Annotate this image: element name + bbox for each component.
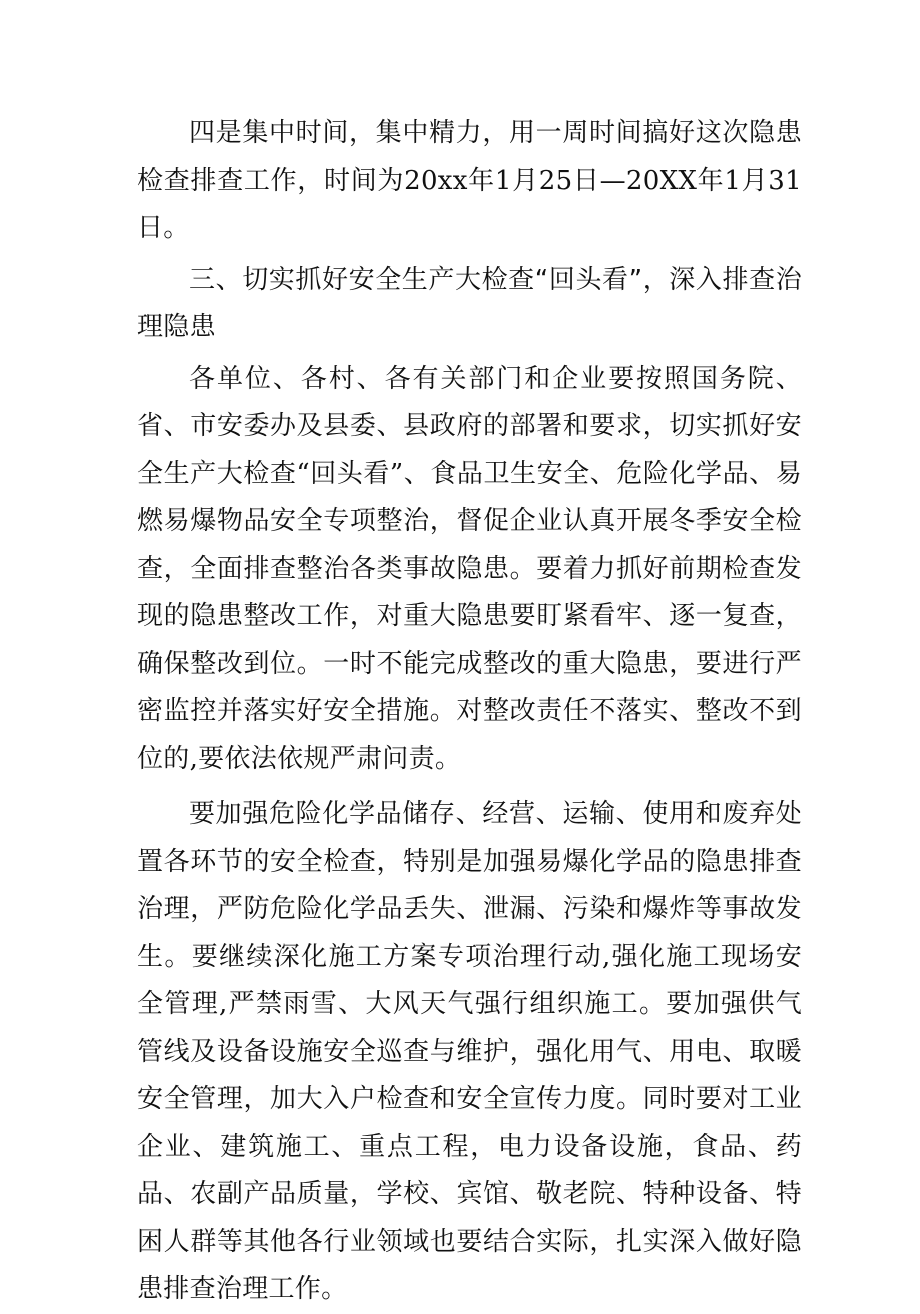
document-body — [137, 110, 802, 1314]
paragraph-item-four: 四是集中时间，集中精力，用一周时间搞好这次隐患检查排查工作，时间为20xx年1月25日—20XX年1月31日。 — [137, 118, 802, 243]
section-heading-three: 三、切实抓好安全生产大检查“回头看”，深入排查治理隐患 — [137, 264, 802, 342]
section-three-paragraph-two: 要加强危险化学品储存、经营、运输、使用和废弃处置各环节的安全检查，特别是加强易爆化学品的隐患排查治理，严防危险化学品丢失、泄漏、污染和爆炸等事故发生。要继续深化施工方案专项治理行动,强化施工现场安全管理,严禁雨雪、大风天气强行组织施工。要加强供气管线及设备设施安全巡查与维护，强化用气、用电、取暖安全管理，加大入户检查和安全宣传力度。同时要对工业企业、建筑施工、重点工程，电力设备设施，食品、药品、农副产品质量，学校、宾馆、敬老院、特种设备、特困人群等其他各行业领域也要结合实际，扎实深入做好隐患排查治理工作。 — [137, 799, 802, 1304]
section-three-paragraph-one: 各单位、各村、各有关部门和企业要按照国务院、省、市安委办及县委、县政府的部署和要求，切实抓好安全生产大检查“回头看”、食品卫生安全、危险化学品、易燃易爆物品安全专项整治，督促企业认真开展冬季安全检查，全面排查整治各类事故隐患。要着力抓好前期检查发现的隐患整改工作，对重大隐患要盯紧看牢、逐一复查，确保整改到位。一时不能完成整改的重大隐患，要进行严密监控并落实好安全措施。对整改责任不落实、整改不到位的,要依法依规严肃问责。 — [137, 363, 802, 774]
spacer — [137, 783, 802, 791]
